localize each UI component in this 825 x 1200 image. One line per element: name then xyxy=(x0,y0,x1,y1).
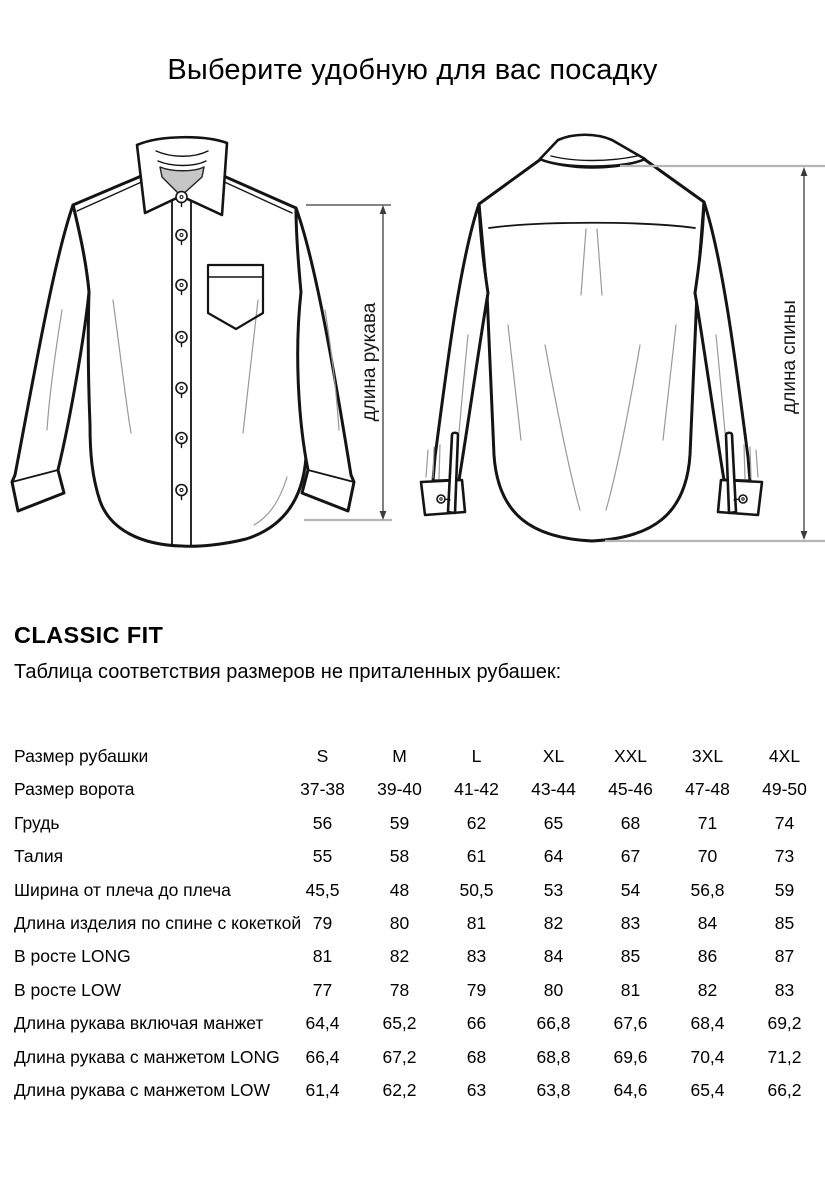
value-cell: 84 xyxy=(543,946,564,967)
value-cell: 43-44 xyxy=(531,779,576,800)
size-cell: S xyxy=(316,746,329,766)
page-title: Выберите удобную для вас посадку xyxy=(167,54,658,86)
row-label: Длина рукава с манжетом LOW xyxy=(14,1079,271,1100)
value-cell: 80 xyxy=(389,912,410,933)
value-cell: 70,4 xyxy=(690,1046,725,1067)
size-cell: 3XL xyxy=(691,746,724,766)
row-label: Размер рубашки xyxy=(14,746,149,766)
row-label: В росте LONG xyxy=(14,946,131,967)
value-cell: 81 xyxy=(620,979,641,1000)
value-cell: 50,5 xyxy=(459,879,494,900)
size-cell: M xyxy=(392,746,407,766)
value-cell: 56 xyxy=(312,812,333,833)
value-cell: 68,4 xyxy=(690,1013,725,1034)
value-cell: 45-46 xyxy=(608,779,653,800)
value-cell: 74 xyxy=(774,812,795,833)
size-cell: 4XL xyxy=(768,746,801,766)
size-cell: XL xyxy=(542,746,565,766)
value-cell: 49-50 xyxy=(762,779,807,800)
value-cell: 64,4 xyxy=(305,1013,340,1034)
value-cell: 65,2 xyxy=(382,1013,417,1034)
value-cell: 85 xyxy=(620,946,641,967)
back-length-label: длина спины xyxy=(779,300,800,414)
value-cell: 62,2 xyxy=(382,1079,417,1100)
row-label: Длина изделия по спине с кокеткой xyxy=(14,912,302,933)
value-cell: 85 xyxy=(774,912,795,933)
value-cell: 67 xyxy=(620,846,641,867)
value-cell: 58 xyxy=(389,846,410,867)
row-label: Длина рукава с манжетом LONG xyxy=(14,1046,280,1067)
value-cell: 41-42 xyxy=(454,779,499,800)
row-label: Грудь xyxy=(14,812,60,833)
value-cell: 81 xyxy=(312,946,333,967)
value-cell: 68 xyxy=(466,1046,487,1067)
value-cell: 55 xyxy=(312,846,333,867)
sleeve-length-label: длина рукава xyxy=(359,302,380,422)
value-cell: 69,6 xyxy=(613,1046,648,1067)
value-cell: 65,4 xyxy=(690,1079,725,1100)
value-cell: 37-38 xyxy=(300,779,345,800)
value-cell: 80 xyxy=(543,979,564,1000)
value-cell: 39-40 xyxy=(377,779,422,800)
row-label: Размер ворота xyxy=(14,779,135,800)
value-cell: 61 xyxy=(466,846,487,867)
value-cell: 79 xyxy=(312,912,333,933)
value-cell: 71 xyxy=(697,812,718,833)
value-cell: 66 xyxy=(466,1013,487,1034)
value-cell: 66,4 xyxy=(305,1046,340,1067)
value-cell: 71,2 xyxy=(767,1046,802,1067)
shirt-diagram xyxy=(0,125,825,600)
value-cell: 67,6 xyxy=(613,1013,648,1034)
value-cell: 65 xyxy=(543,812,564,833)
value-cell: 53 xyxy=(543,879,564,900)
row-label: Ширина от плеча до плеча xyxy=(14,879,231,900)
row-label: Длина рукава включая манжет xyxy=(14,1013,264,1034)
row-label: Талия xyxy=(14,846,64,867)
row-label: В росте LOW xyxy=(14,979,122,1000)
value-cell: 83 xyxy=(620,912,641,933)
value-cell: 82 xyxy=(697,979,718,1000)
value-cell: 81 xyxy=(466,912,487,933)
back-shirt-drawing xyxy=(421,135,762,541)
value-cell: 87 xyxy=(774,946,795,967)
value-cell: 62 xyxy=(466,812,487,833)
value-cell: 63,8 xyxy=(536,1079,571,1100)
size-table xyxy=(14,740,823,1107)
value-cell: 61,4 xyxy=(305,1079,340,1100)
value-cell: 66,8 xyxy=(536,1013,571,1034)
value-cell: 67,2 xyxy=(382,1046,417,1067)
value-cell: 45,5 xyxy=(305,879,340,900)
section-heading: CLASSIC FIT xyxy=(14,622,164,648)
value-cell: 86 xyxy=(697,946,718,967)
value-cell: 48 xyxy=(389,879,410,900)
value-cell: 64,6 xyxy=(613,1079,648,1100)
value-cell: 78 xyxy=(389,979,410,1000)
size-cell: L xyxy=(471,746,482,766)
value-cell: 68 xyxy=(620,812,641,833)
value-cell: 69,2 xyxy=(767,1013,802,1034)
value-cell: 84 xyxy=(697,912,718,933)
size-cell: XXL xyxy=(613,746,648,766)
value-cell: 77 xyxy=(312,979,333,1000)
value-cell: 63 xyxy=(466,1079,487,1100)
value-cell: 70 xyxy=(697,846,718,867)
value-cell: 54 xyxy=(620,879,641,900)
value-cell: 56,8 xyxy=(690,879,725,900)
value-cell: 79 xyxy=(466,979,487,1000)
value-cell: 59 xyxy=(389,812,410,833)
value-cell: 83 xyxy=(774,979,795,1000)
value-cell: 47-48 xyxy=(685,779,730,800)
value-cell: 64 xyxy=(543,846,564,867)
value-cell: 82 xyxy=(389,946,410,967)
value-cell: 59 xyxy=(774,879,795,900)
section-subtitle: Таблица соответствия размеров не приталенных рубашек: xyxy=(14,661,562,683)
value-cell: 83 xyxy=(466,946,487,967)
value-cell: 73 xyxy=(774,846,795,867)
front-shirt-drawing xyxy=(12,137,354,546)
value-cell: 68,8 xyxy=(536,1046,571,1067)
value-cell: 82 xyxy=(543,912,564,933)
value-cell: 66,2 xyxy=(767,1079,802,1100)
